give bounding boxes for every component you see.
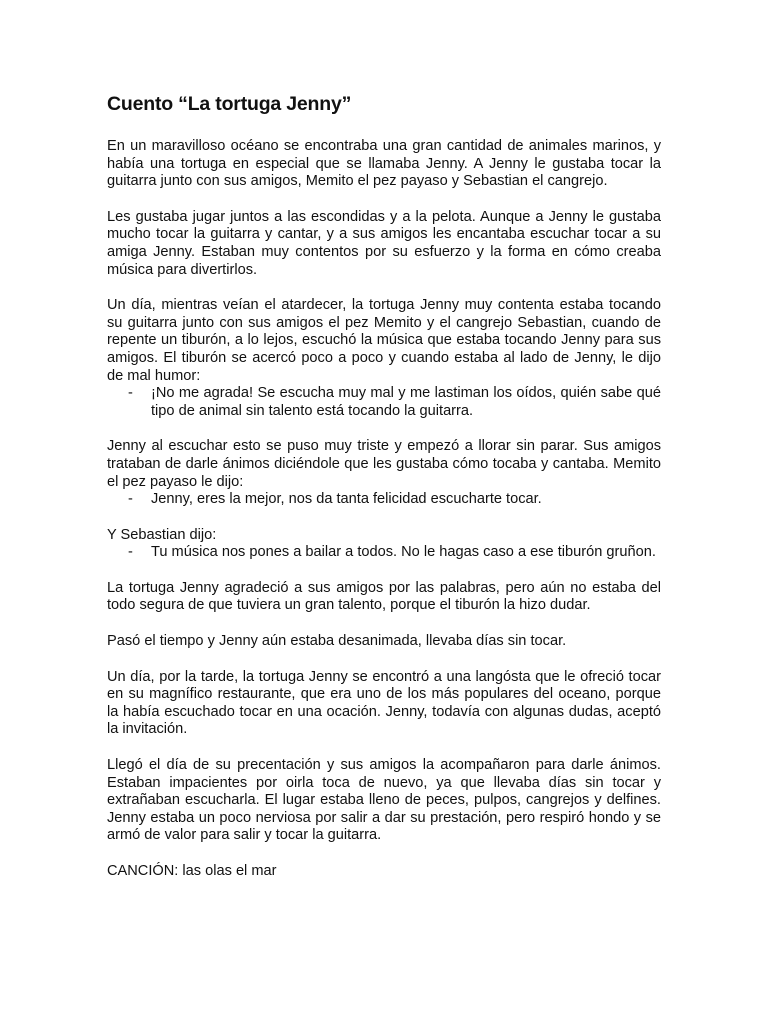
paragraph-time-passed: Pasó el tiempo y Jenny aún estaba desanimada, llevaba días sin tocar. bbox=[107, 633, 567, 650]
dialogue-text: Jenny, eres la mejor, nos da tanta felicidad escucharte tocar. bbox=[151, 491, 542, 508]
document-title: Cuento “La tortuga Jenny” bbox=[107, 93, 352, 115]
dialogue-text: ¡No me agrada! Se escucha muy mal y me lastiman los oídos, quién sabe qué tipo de animal sin talento está tocando la guitarra. bbox=[151, 385, 661, 419]
paragraph-presentation: Llegó el día de su precentación y sus amigos la acompañaron para darle ánimos. Estaban impacientes por oirla toca de nuevo, ya que llevaba días sin tocar y extrañaban escucharla. El lugar estaba lleno de peces, pulpos, cangrejos y delfines. Jenny estaba un poco nerviosa por salir a dar su prestación, pero respiró hondo y se armó de valor para salir y tocar la guitarra. bbox=[107, 757, 661, 844]
paragraph-shark-arrives: Un día, mientras veían el atardecer, la tortuga Jenny muy contenta estaba tocando su guitarra junto con sus amigos el pez Memito y el cangrejo Sebastian, cuando de repente un tiburón, a lo lejos, escuchó la música que estaba tocando Jenny para sus amigos. El tiburón se acercó poco a poco y cuando estaba al lado de Jenny, le dijo de mal humor: bbox=[107, 297, 661, 384]
dash-marker: - bbox=[128, 544, 133, 561]
dialogue-memito bbox=[107, 491, 661, 509]
dash-marker: - bbox=[128, 385, 133, 402]
dialogue-shark bbox=[107, 385, 661, 420]
dialogue-sebastian bbox=[107, 544, 661, 562]
paragraph-games: Les gustaba jugar juntos a las escondidas y a la pelota. Aunque a Jenny le gustaba mucho tocar la guitarra y cantar, y a sus amigos les encantaba escuchar tocar a su amiga Jenny. Estaban muy contentos por su esfuerzo y la forma en cómo creaba música para divertirlos. bbox=[107, 208, 661, 278]
dialogue-text: Tu música nos pones a bailar a todos. No le hagas caso a ese tiburón gruñon. bbox=[151, 544, 656, 561]
paragraph-intro: En un maravilloso océano se encontraba una gran cantidad de animales marinos, y había una tortuga en especial que se llamaba Jenny. A Jenny le gustaba tocar la guitarra junto con sus amigos, Memito el pez payaso y Sebastian el cangrejo. bbox=[107, 138, 661, 190]
paragraph-lobster: Un día, por la tarde, la tortuga Jenny se encontró a una langósta que le ofreció tocar en su magnífico restaurante, que era uno de los más populares del oceano, porque la había escuchado tocar en una ocación. Jenny, todavía con algunas dudas, aceptó la invitación. bbox=[107, 668, 661, 738]
dash-marker: - bbox=[128, 491, 133, 508]
paragraph-song: CANCIÓN: las olas el mar bbox=[107, 863, 277, 879]
paragraph-jenny-sad: Jenny al escuchar esto se puso muy triste y empezó a llorar sin parar. Sus amigos trataban de darle ánimos diciéndole que les gustaba cómo tocaba y cantaba. Memito el pez payaso le dijo: bbox=[107, 438, 661, 490]
paragraph-sebastian: Y Sebastian dijo: bbox=[107, 526, 217, 543]
paragraph-doubt: La tortuga Jenny agradeció a sus amigos por las palabras, pero aún no estaba del todo segura de que tuviera un gran talento, porque el tiburón la hizo dudar. bbox=[107, 579, 661, 614]
